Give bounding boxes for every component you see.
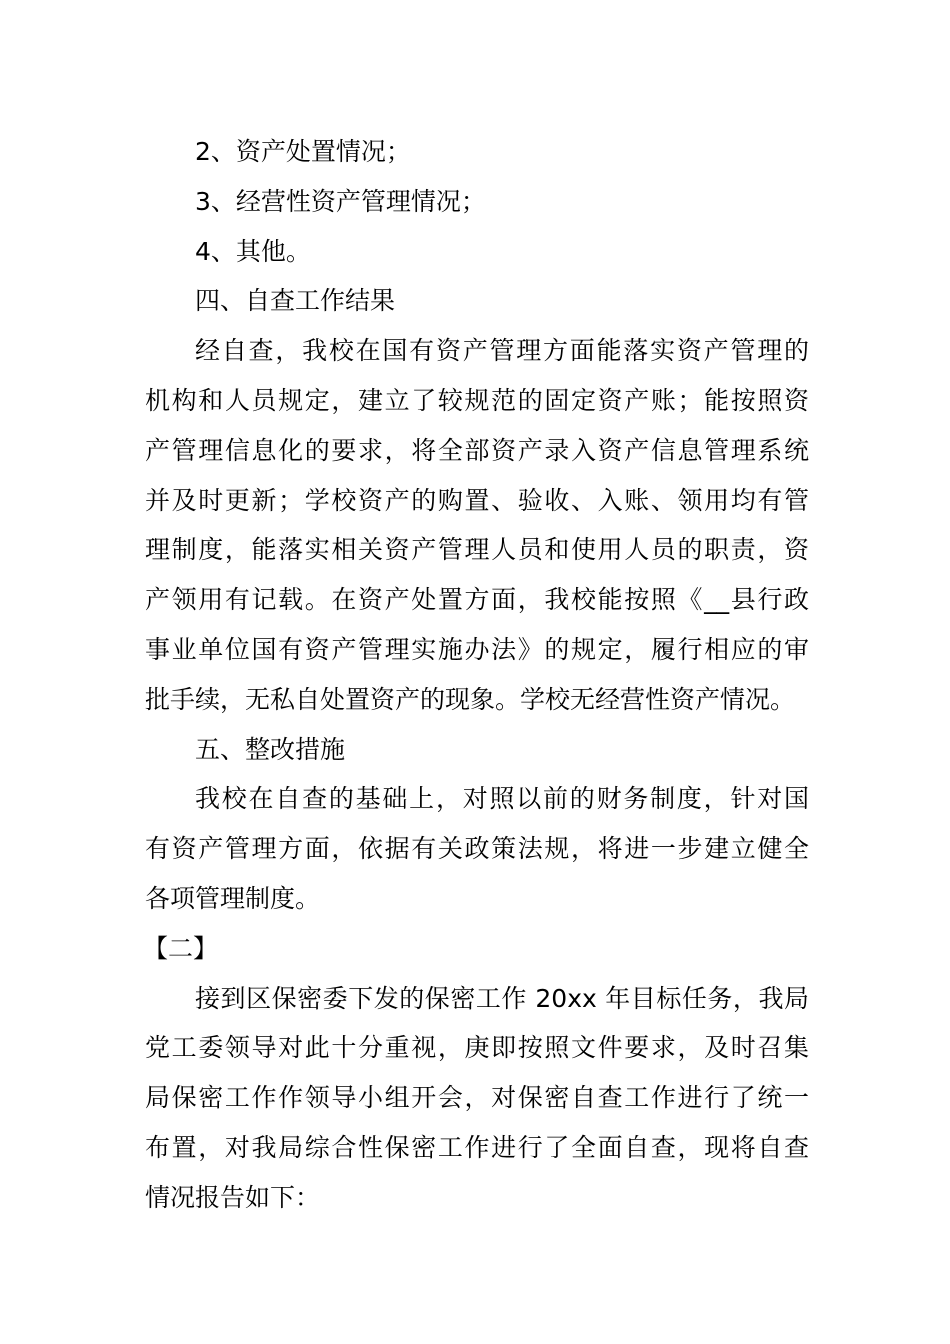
part-two-paragraph-line: 接到区保密委下发的保密工作 20xx 年目标任务，我局	[195, 983, 809, 1013]
section-five-paragraph-line: 有资产管理方面，依据有关政策法规，将进一步建立健全	[145, 834, 809, 864]
part-two-paragraph-line: 布置，对我局综合性保密工作进行了全面自查，现将自查	[145, 1132, 809, 1162]
list-item-other: 4、其他。	[195, 236, 311, 266]
section-four-paragraph-line: 产管理信息化的要求，将全部资产录入资产信息管理系统	[145, 435, 809, 465]
part-two-label: 【二】	[143, 933, 219, 963]
section-four-paragraph-line: 机构和人员规定，建立了较规范的固定资产账；能按照资	[145, 385, 809, 415]
section-four-paragraph-line: 并及时更新；学校资产的购置、验收、入账、领用均有管	[145, 485, 809, 515]
section-four-paragraph-line: 理制度，能落实相关资产管理人员和使用人员的职责，资	[145, 535, 809, 565]
section-five-paragraph-line: 各项管理制度。	[145, 883, 321, 913]
part-two-paragraph-line: 局保密工作作领导小组开会，对保密自查工作进行了统一	[145, 1083, 809, 1113]
section-four-heading: 四、自查工作结果	[195, 286, 396, 316]
section-five-heading: 五、整改措施	[195, 734, 346, 764]
section-four-paragraph-line: 事业单位国有资产管理实施办法》的规定，履行相应的审	[145, 634, 809, 664]
section-four-paragraph-line: 产领用有记载。在资产处置方面，我校能按照《__县行政	[145, 585, 809, 615]
section-four-paragraph-line: 经自查，我校在国有资产管理方面能落实资产管理的	[195, 336, 809, 366]
part-two-paragraph-line: 情况报告如下：	[145, 1182, 321, 1212]
part-two-paragraph-line: 党工委领导对此十分重视，庚即按照文件要求，及时召集	[145, 1033, 809, 1063]
section-five-paragraph-line: 我校在自查的基础上，对照以前的财务制度，针对国	[195, 784, 809, 814]
list-item-operating-assets: 3、经营性资产管理情况；	[195, 186, 486, 216]
section-four-paragraph-line: 批手续，无私自处置资产的现象。学校无经营性资产情况。	[145, 684, 796, 714]
list-item-asset-disposal: 2、资产处置情况；	[195, 137, 411, 166]
document-body	[145, 127, 809, 1223]
